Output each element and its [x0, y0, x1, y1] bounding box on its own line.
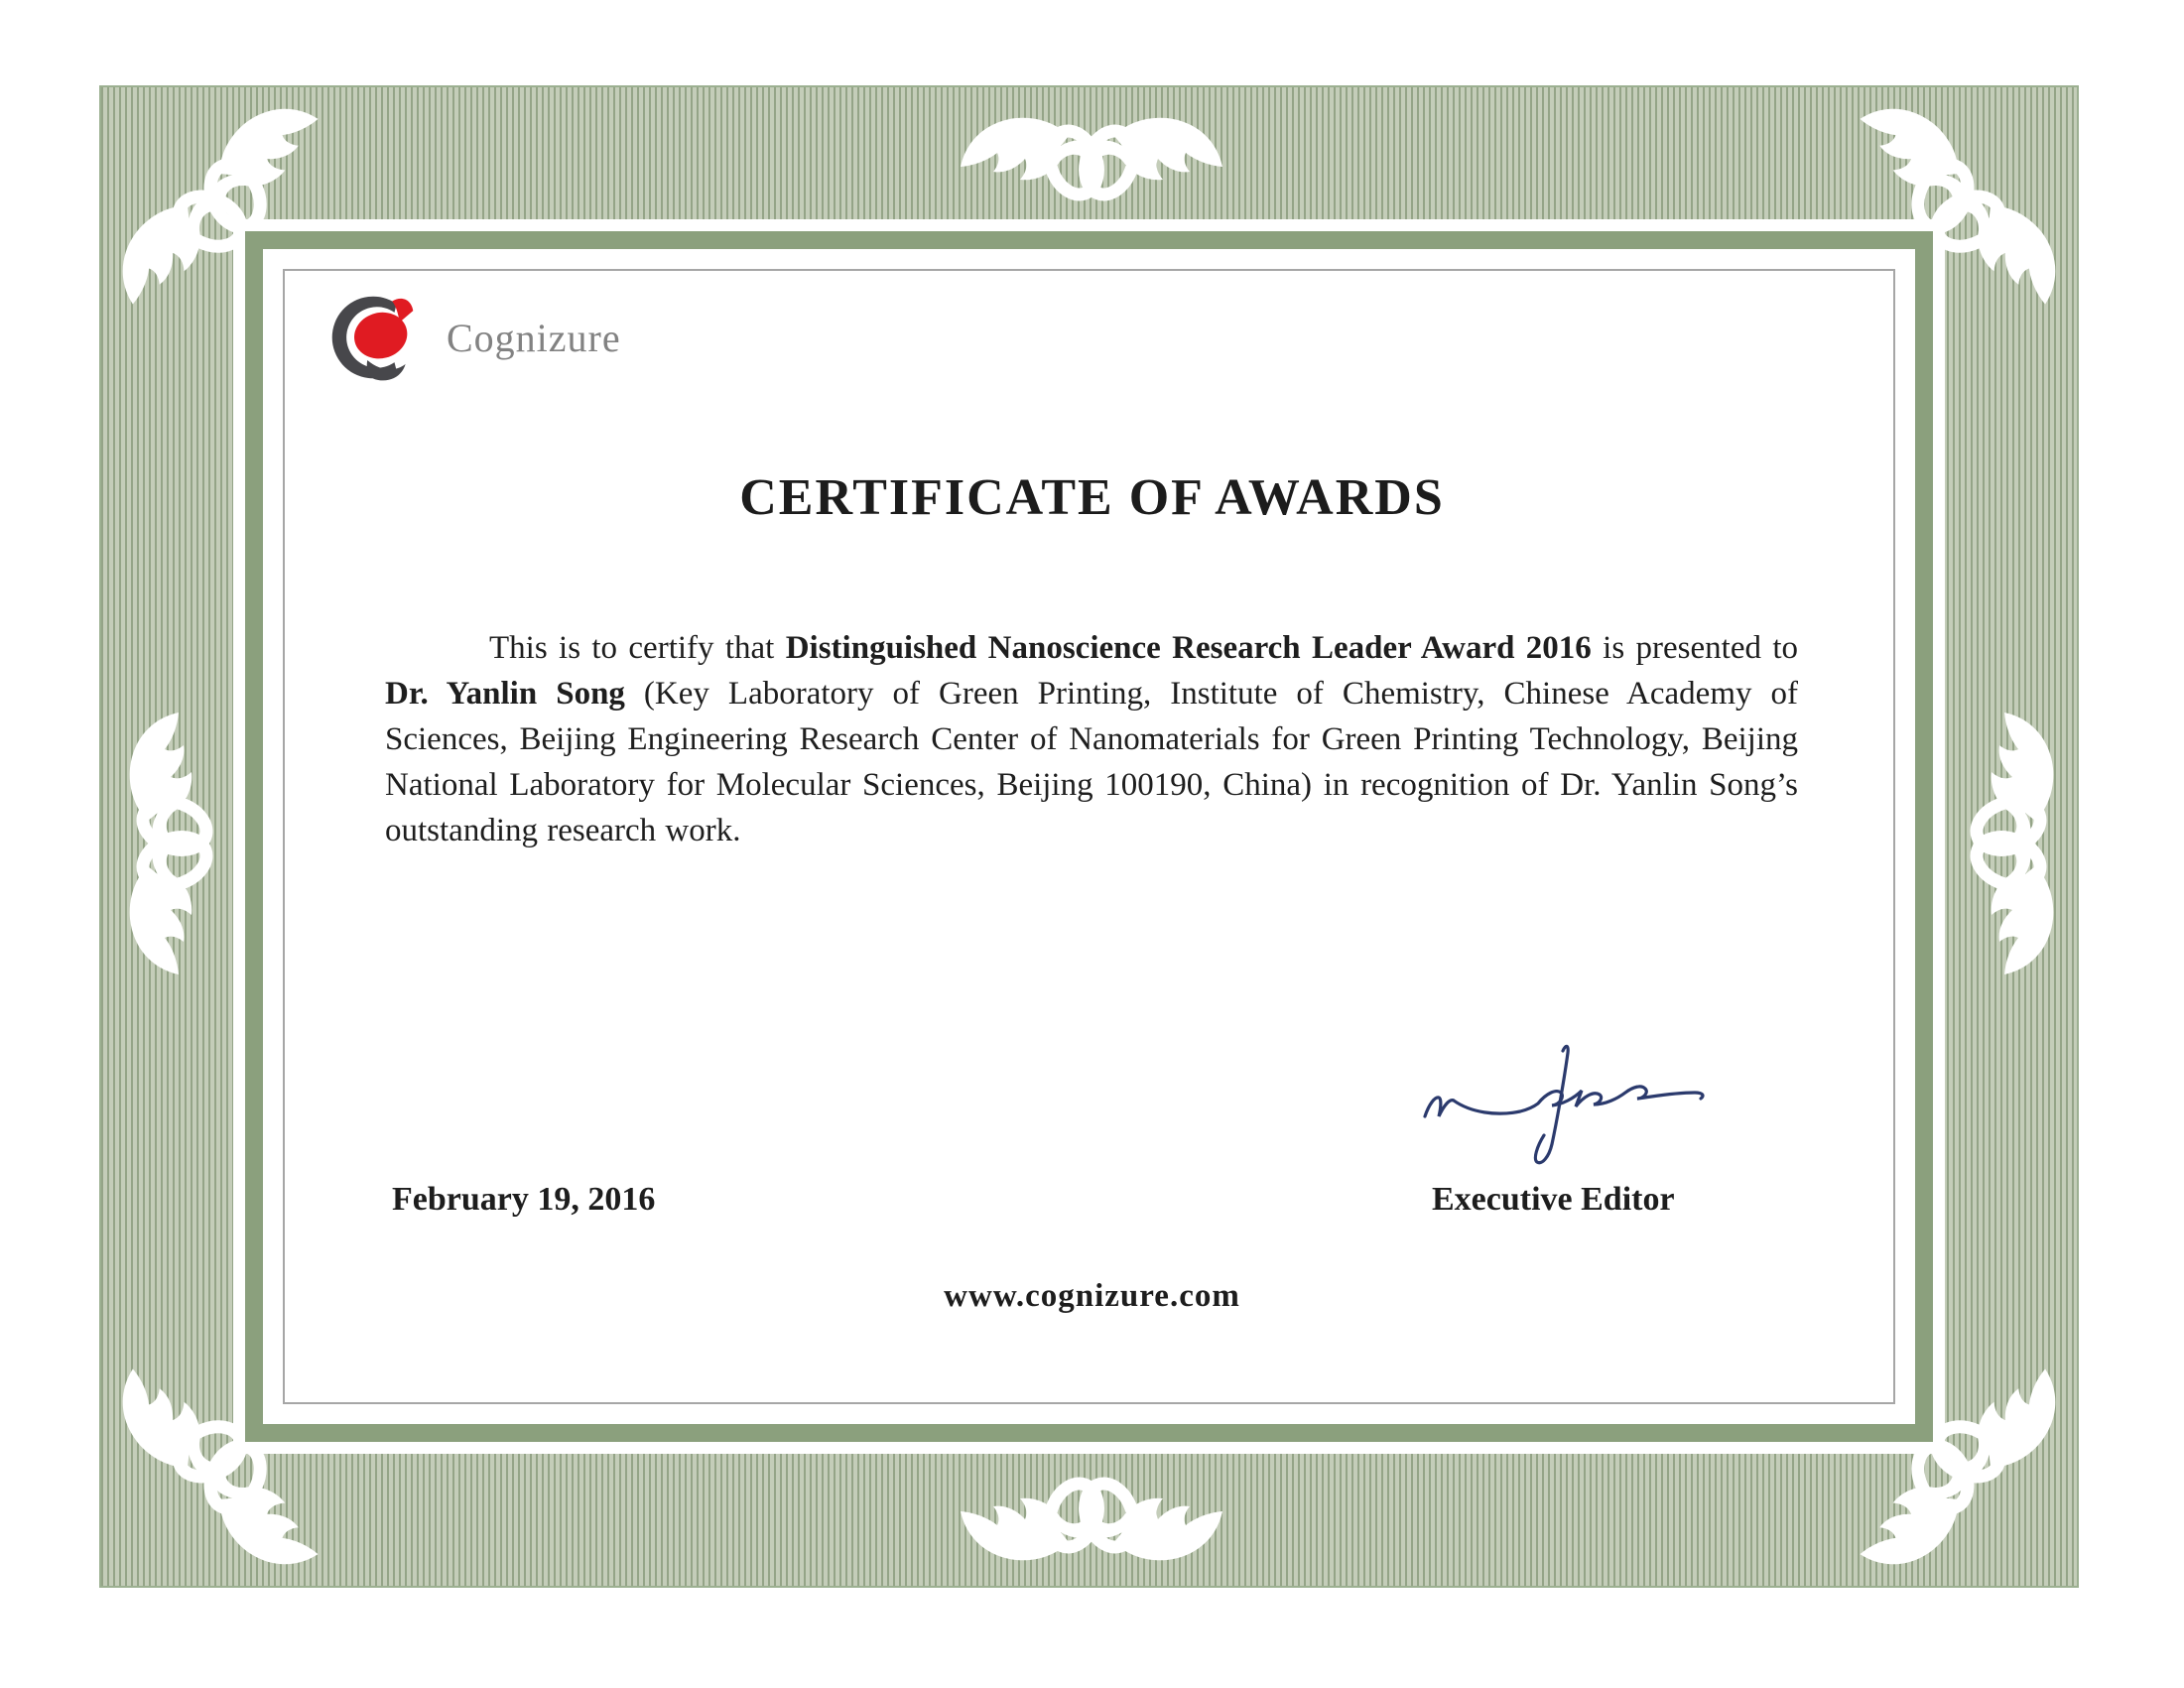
edge-flourish-top-icon: [953, 89, 1230, 218]
brand-name: Cognizure: [447, 315, 621, 360]
signatory-role: Executive Editor: [1432, 1181, 1675, 1218]
recipient-name: Dr. Yanlin Song: [385, 676, 625, 712]
body-intro: This is to certify that: [489, 630, 786, 666]
certificate-title: CERTIFICATE OF AWARDS: [739, 469, 1445, 526]
award-name: Distinguished Nanoscience Research Leader Award 2016: [785, 630, 1592, 666]
body-middle: is presented to: [1591, 630, 1798, 666]
signature-icon: [1409, 1017, 1717, 1181]
brand-logo: [325, 288, 621, 387]
certificate-body: [385, 625, 1798, 853]
edge-flourish-left-icon: [101, 705, 230, 982]
body-details: (Key Laboratory of Green Printing, Institute of Chemistry, Chinese Academy of Sciences, Beijing Engineering Research Center of Nanomaterials for Green Printing Technology, Beijing National Laboratory for Molecular Sciences, Beijing 100190, China) in recognition of Dr. Yanlin Song’s outstanding research work.: [385, 676, 1798, 848]
website: www.cognizure.com: [944, 1278, 1240, 1314]
issue-date: February 19, 2016: [392, 1181, 656, 1218]
edge-flourish-right-icon: [1953, 705, 2082, 982]
edge-flourish-bottom-icon: [953, 1460, 1230, 1589]
cognizure-logo-icon: [325, 288, 421, 387]
